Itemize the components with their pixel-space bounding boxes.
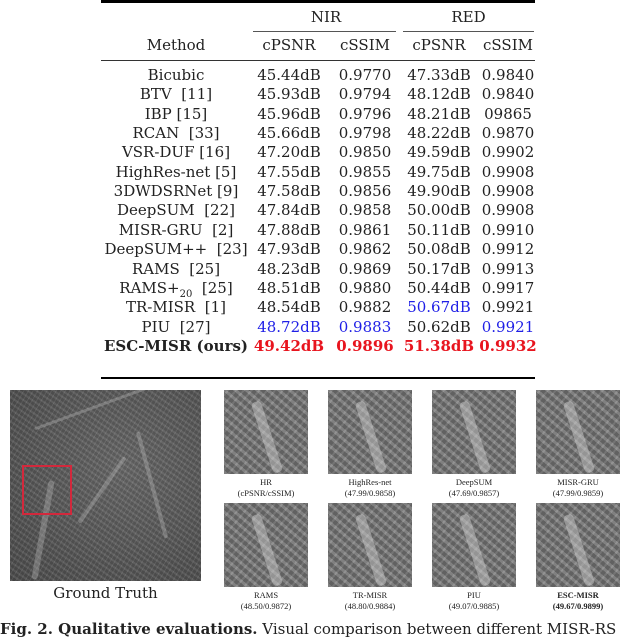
ground-truth-image <box>10 390 201 581</box>
red-cpsnr-cell: 49.75dB <box>407 162 471 181</box>
comparison-thumbnail <box>224 503 308 587</box>
nir-cpsnr-cell: 47.84dB <box>257 201 321 220</box>
ground-truth-label: Ground Truth <box>53 584 158 602</box>
nir-cpsnr-cell: 47.58dB <box>257 182 321 201</box>
thumbnail-caption <box>211 590 321 612</box>
method-label: ESC-MISR <box>557 590 599 600</box>
thumbnail-caption <box>523 590 633 612</box>
header-method: Method <box>146 36 206 54</box>
nir-cssim-cell: 0.9850 <box>338 143 392 162</box>
thumbnail-caption <box>211 477 321 499</box>
nir-cssim-cell: 0.9869 <box>338 259 392 278</box>
red-cpsnr-cell: 47.33dB <box>407 66 471 84</box>
nir-cssim-cell: 0.9794 <box>338 85 392 104</box>
table-top-rule <box>101 0 535 3</box>
method-cell: TR-MISR [1] <box>125 298 226 317</box>
nir-cpsnr-cell: 48.54dB <box>257 298 321 317</box>
metrics-label: (49.07/0.9885) <box>448 601 500 611</box>
red-cpsnr-cell: 48.21dB <box>407 104 471 123</box>
red-cpsnr-cell: 48.22dB <box>407 124 471 143</box>
nir-cssim-cell: 0.9882 <box>338 298 392 317</box>
nir-cssim-cell: 0.9770 <box>338 66 392 84</box>
red-cssim-cell: 0.9917 <box>481 278 535 297</box>
header-red-cpsnr: cPSNR <box>412 36 466 54</box>
method-cell: DeepSUM++ [23] <box>104 240 248 259</box>
metrics-label: (47.69/0.9857) <box>448 488 500 498</box>
red-cssim-cell: 0.9921 <box>481 298 535 317</box>
red-cssim-cell: 0.9908 <box>481 162 535 181</box>
table-row <box>101 337 535 356</box>
comparison-thumbnail <box>328 390 412 474</box>
nir-cssim-cell: 0.9856 <box>338 182 392 201</box>
zoom-region-box <box>22 465 72 515</box>
nir-cssim-cell: 0.9861 <box>338 220 392 239</box>
thumbnail-caption <box>419 590 529 612</box>
method-cell: RAMS [25] <box>131 259 221 278</box>
method-reference: [25] <box>192 278 233 297</box>
red-cssim-cell: 0.9908 <box>481 201 535 220</box>
metrics-label: (48.50/0.9872) <box>240 601 292 611</box>
red-cpsnr-cell: 50.67dB <box>407 298 471 317</box>
method-cell: ESC-MISR (ours) <box>103 336 249 355</box>
group-header-nir: NIR <box>310 8 342 26</box>
table-row <box>101 66 535 85</box>
nir-cpsnr-cell: 48.51dB <box>257 278 321 297</box>
nir-cpsnr-cell: 47.20dB <box>257 143 321 162</box>
method-cell: DeepSUM [22] <box>117 201 235 220</box>
thumbnail-caption <box>523 477 633 499</box>
table-row <box>101 298 535 317</box>
red-cssim-cell: 0.9912 <box>481 240 535 259</box>
red-cpsnr-cell: 50.62dB <box>407 317 471 336</box>
nir-cssim-cell: 0.9896 <box>336 336 394 355</box>
metrics-label: (cPSNR/cSSIM) <box>237 488 295 498</box>
red-cpsnr-cell: 50.08dB <box>407 240 471 259</box>
red-cssim-cell: 0.9932 <box>479 336 537 355</box>
comparison-thumbnail <box>432 390 516 474</box>
red-cpsnr-cell: 50.17dB <box>407 259 471 278</box>
nir-cssim-cell: 0.9855 <box>338 162 392 181</box>
red-cpsnr-cell: 48.12dB <box>407 85 471 104</box>
method-label: DeepSUM <box>455 477 493 487</box>
red-cssim-cell: 09865 <box>484 104 532 123</box>
table-row <box>101 124 535 143</box>
header-nir-cpsnr: cPSNR <box>262 36 316 54</box>
metrics-label: (49.67/0.9899) <box>552 601 604 611</box>
method-cell: HighRes-net [5] <box>115 162 237 181</box>
table-row <box>101 105 535 124</box>
thumbnail-caption <box>419 477 529 499</box>
table-bottom-rule <box>101 377 535 379</box>
method-cell: IBP [15] <box>144 104 208 123</box>
red-cpsnr-cell: 50.00dB <box>407 201 471 220</box>
method-subscript: 20 <box>179 288 193 300</box>
nir-cpsnr-cell: 49.42dB <box>253 336 325 355</box>
method-name: RAMS+ <box>119 278 180 297</box>
nir-cpsnr-cell: 47.88dB <box>257 220 321 239</box>
method-cell: Bicubic <box>147 66 205 84</box>
comparison-thumbnail <box>328 503 412 587</box>
nir-cssim-cell: 0.9880 <box>338 278 392 297</box>
red-cmidrule <box>403 31 534 32</box>
nir-cssim-cell: 0.9862 <box>338 240 392 259</box>
red-cssim-cell: 0.9908 <box>481 182 535 201</box>
nir-cpsnr-cell: 47.55dB <box>257 162 321 181</box>
method-label: HR <box>260 477 272 487</box>
nir-cpsnr-cell: 45.96dB <box>257 104 321 123</box>
method-label: TR-MISR <box>352 590 388 600</box>
header-nir-cssim: cSSIM <box>340 36 390 54</box>
thumbnail-caption <box>315 590 425 612</box>
nir-cpsnr-cell: 45.93dB <box>257 85 321 104</box>
red-cpsnr-cell: 50.11dB <box>407 220 471 239</box>
nir-cmidrule <box>253 31 396 32</box>
method-label: HighRes-net <box>348 477 392 487</box>
table-row <box>101 279 535 298</box>
method-label: PIU <box>467 590 481 600</box>
red-cssim-cell: 0.9902 <box>481 143 535 162</box>
metrics-label: (47.99/0.9859) <box>552 488 604 498</box>
red-cssim-cell: 0.9913 <box>481 259 535 278</box>
figure-caption <box>0 620 640 638</box>
table-row <box>101 163 535 182</box>
nir-cpsnr-cell: 45.44dB <box>257 66 321 84</box>
method-cell: VSR-DUF [16] <box>121 143 231 162</box>
nir-cpsnr-cell: 48.23dB <box>257 259 321 278</box>
table-row <box>101 240 535 259</box>
nir-cpsnr-cell: 47.93dB <box>257 240 321 259</box>
method-label: RAMS <box>253 590 279 600</box>
header-red-cssim: cSSIM <box>483 36 533 54</box>
nir-cpsnr-cell: 48.72dB <box>257 317 321 336</box>
table-row <box>101 85 535 104</box>
table-row <box>101 182 535 201</box>
nir-cssim-cell: 0.9883 <box>338 317 392 336</box>
comparison-thumbnail <box>536 503 620 587</box>
method-cell: PIU [27] <box>141 317 211 336</box>
red-cpsnr-cell: 49.90dB <box>407 182 471 201</box>
red-cpsnr-cell: 51.38dB <box>403 336 475 355</box>
red-cssim-cell: 0.9921 <box>481 317 535 336</box>
method-cell: BTV [11] <box>139 85 213 104</box>
table-row <box>101 143 535 162</box>
method-label: MISR-GRU <box>557 477 599 487</box>
red-cssim-cell: 0.9840 <box>481 85 535 104</box>
nir-cssim-cell: 0.9798 <box>338 124 392 143</box>
figure-caption-lead: Fig. 2. Qualitative evaluations. <box>0 620 258 638</box>
method-cell: MISR-GRU [2] <box>118 220 234 239</box>
method-cell: RCAN [33] <box>132 124 220 143</box>
method-cell: 3DWDSRNet [9] <box>113 182 239 201</box>
nir-cpsnr-cell: 45.66dB <box>257 124 321 143</box>
red-cpsnr-cell: 49.59dB <box>407 143 471 162</box>
metrics-label: (47.99/0.9858) <box>344 488 396 498</box>
table-row <box>101 260 535 279</box>
red-cssim-cell: 0.9840 <box>481 66 535 84</box>
red-cssim-cell: 0.9870 <box>481 124 535 143</box>
figure-caption-text: Visual comparison between different MISR-RS <box>257 620 617 638</box>
table-row <box>101 318 535 337</box>
table-row <box>101 221 535 240</box>
table-row <box>101 201 535 220</box>
nir-cssim-cell: 0.9796 <box>338 104 392 123</box>
table-header-rule <box>101 60 535 61</box>
metrics-label: (48.80/0.9884) <box>344 601 396 611</box>
thumbnail-caption <box>315 477 425 499</box>
comparison-thumbnail <box>536 390 620 474</box>
red-cpsnr-cell: 50.44dB <box>407 278 471 297</box>
comparison-thumbnail <box>432 503 516 587</box>
comparison-thumbnail <box>224 390 308 474</box>
nir-cssim-cell: 0.9858 <box>338 201 392 220</box>
red-cssim-cell: 0.9910 <box>481 220 535 239</box>
group-header-red: RED <box>451 8 486 26</box>
